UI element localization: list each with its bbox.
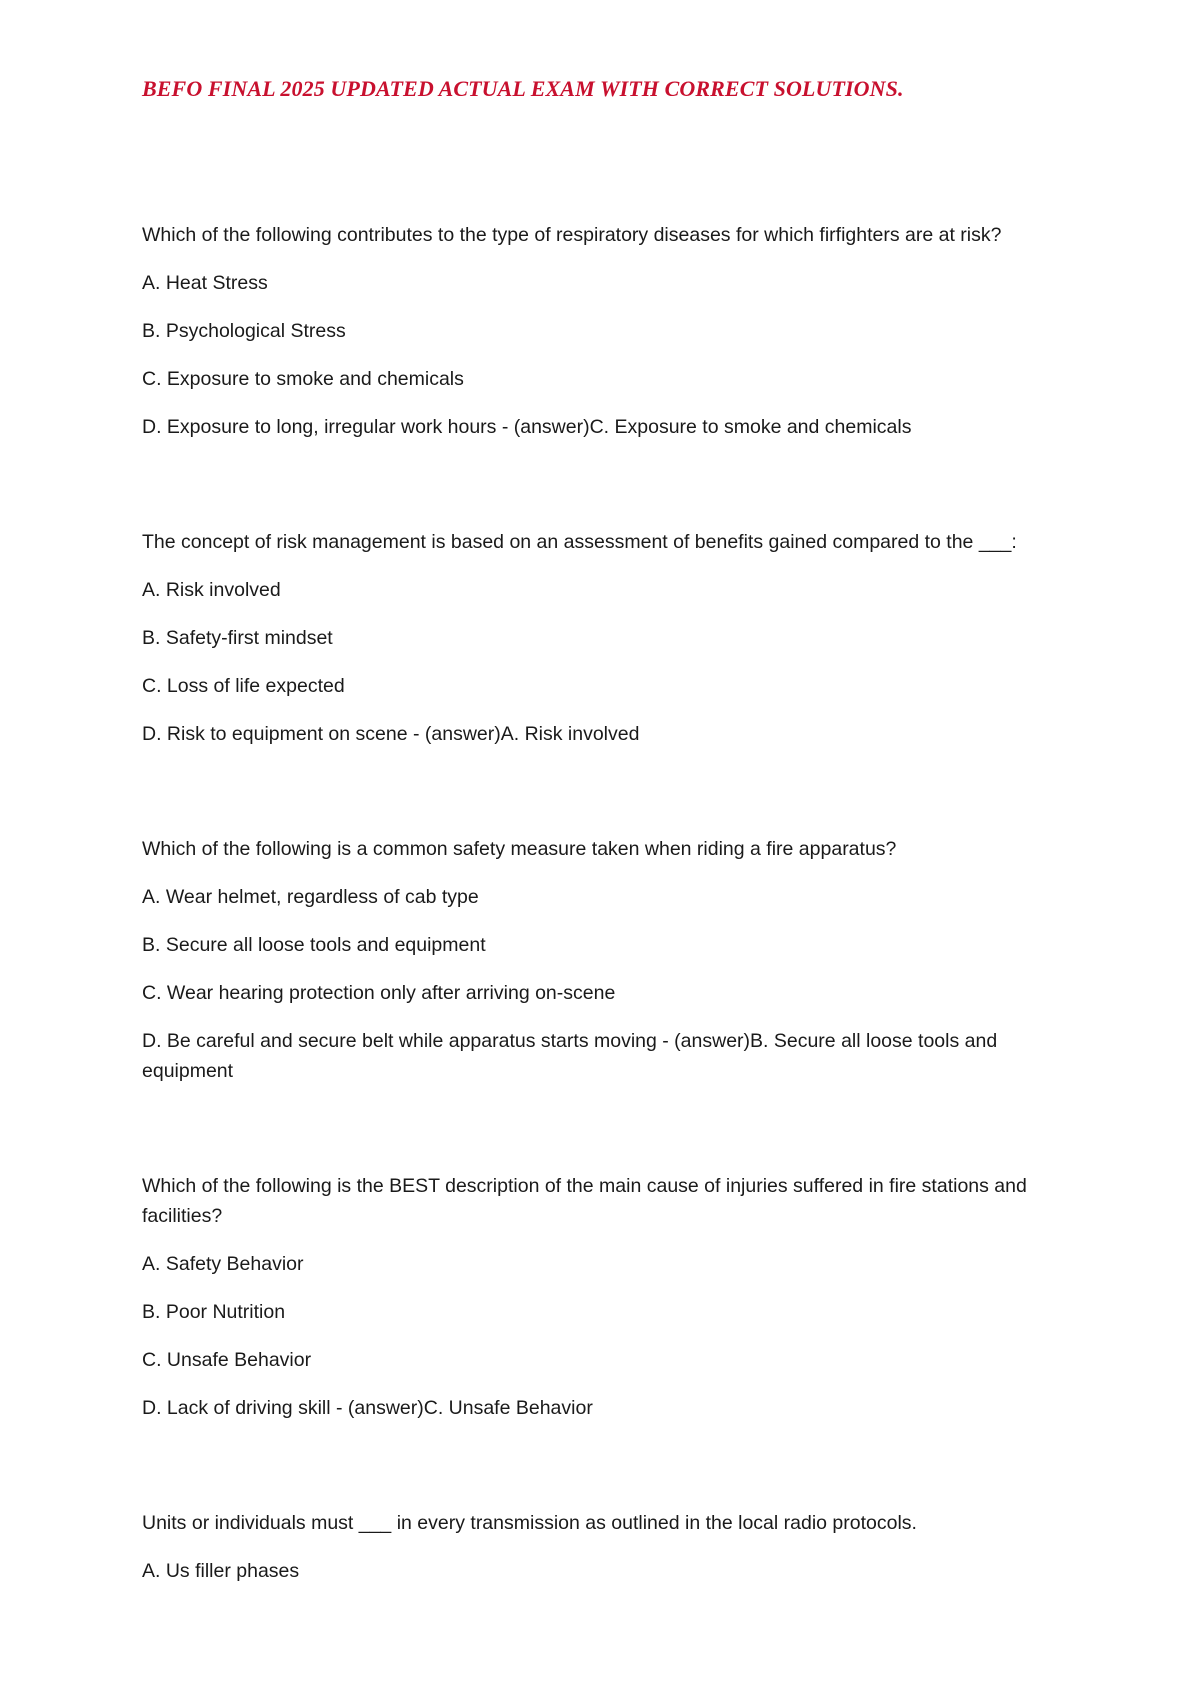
question-text: Which of the following contributes to the type of respiratory diseases for which firfighters are at risk? — [142, 224, 1002, 246]
answer-option: B. Psychological Stress — [142, 320, 346, 342]
answer-option-with-solution: D. Exposure to long, irregular work hours - (answer)C. Exposure to smoke and chemicals — [142, 416, 912, 438]
answer-option: B. Secure all loose tools and equipment — [142, 934, 486, 956]
question-text: Which of the following is a common safety measure taken when riding a fire apparatus? — [142, 838, 897, 860]
answer-option-with-solution: D. Risk to equipment on scene - (answer)A. Risk involved — [142, 723, 640, 745]
question-spacer — [142, 1104, 1062, 1171]
answer-option: A. Risk involved — [142, 579, 281, 601]
document-title: BEFO FINAL 2025 UPDATED ACTUAL EXAM WITH CORRECT SOLUTIONS. — [142, 76, 904, 101]
question-3 — [142, 834, 1062, 1086]
answer-option: A. Heat Stress — [142, 272, 268, 294]
question-text: Units or individuals must ___ in every transmission as outlined in the local radio protocols. — [142, 1512, 917, 1534]
answer-option: B. Poor Nutrition — [142, 1301, 286, 1323]
question-spacer — [142, 767, 1062, 834]
answer-option: B. Safety-first mindset — [142, 627, 333, 649]
answer-option: C. Exposure to smoke and chemicals — [142, 368, 464, 390]
question-list — [142, 220, 1062, 1604]
question-text: Which of the following is the BEST description of the main cause of injuries suffered in fire stations and facilities? — [142, 1175, 1027, 1227]
answer-option: C. Wear hearing protection only after arriving on-scene — [142, 982, 616, 1004]
question-5 — [142, 1508, 1062, 1586]
answer-option: A. Us filler phases — [142, 1560, 300, 1582]
answer-option: A. Wear helmet, regardless of cab type — [142, 886, 479, 908]
question-text: The concept of risk management is based on an assessment of benefits gained compared to the ___: — [142, 531, 1017, 553]
question-spacer — [142, 460, 1062, 527]
answer-option-with-solution: D. Lack of driving skill - (answer)C. Unsafe Behavior — [142, 1397, 593, 1419]
answer-option-with-solution: D. Be careful and secure belt while apparatus starts moving - (answer)B. Secure all loose tools and equipment — [142, 1030, 998, 1082]
answer-option: C. Unsafe Behavior — [142, 1349, 312, 1371]
answer-option: A. Safety Behavior — [142, 1253, 304, 1275]
question-4 — [142, 1171, 1062, 1423]
question-spacer — [142, 1441, 1062, 1508]
question-2 — [142, 527, 1062, 749]
question-1 — [142, 220, 1062, 442]
answer-option: C. Loss of life expected — [142, 675, 345, 697]
